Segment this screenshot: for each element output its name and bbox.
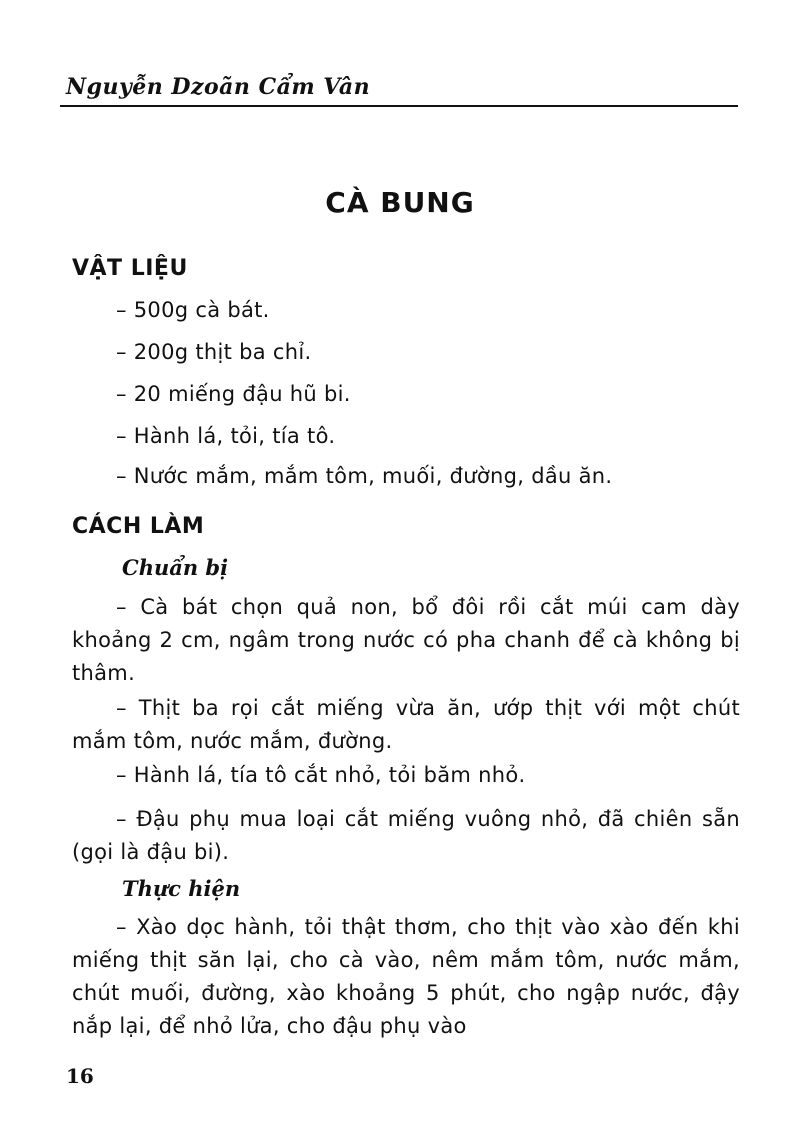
ingredient-item: – 20 miếng đậu hũ bi.	[116, 382, 351, 406]
prep-step: – Hành lá, tía tô cắt nhỏ, tỏi băm nhỏ.	[116, 763, 526, 787]
cook-step: – Xào dọc hành, tỏi thật thơm, cho thịt vào xào đến khi miếng thịt săn lại, cho cà vào, nêm mắm tôm, nước mắm, chút muối, đường, xào khoảng 5 phút, cho ngập nước, đậy nắp lại, để nhỏ lửa, cho đậu phụ vào	[72, 915, 740, 1038]
ingredient-item: – Nước mắm, mắm tôm, muối, đường, dầu ăn.	[116, 464, 613, 488]
cook-heading: Thực hiện	[122, 876, 241, 901]
running-header-author: Nguyễn Dzoãn Cẩm Vân	[66, 74, 371, 100]
recipe-title: CÀ BUNG	[325, 186, 475, 219]
prep-step: – Đậu phụ mua loại cắt miếng vuông nhỏ, đã chiên sẵn (gọi là đậu bi).	[72, 807, 740, 864]
ingredient-item: – 500g cà bát.	[116, 298, 270, 322]
ingredient-item: – Hành lá, tỏi, tía tô.	[116, 424, 336, 448]
ingredients-heading: VẬT LIỆU	[72, 256, 188, 281]
page-number: 16	[66, 1064, 94, 1088]
prep-heading: Chuẩn bị	[122, 555, 229, 580]
header-rule	[60, 105, 738, 107]
ingredient-item: – 200g thịt ba chỉ.	[116, 340, 312, 364]
prep-step: – Thịt ba rọi cắt miếng vừa ăn, ướp thịt với một chút mắm tôm, nước mắm, đường.	[72, 696, 740, 753]
method-heading: CÁCH LÀM	[72, 514, 205, 539]
prep-step: – Cà bát chọn quả non, bổ đôi rồi cắt múi cam dày khoảng 2 cm, ngâm trong nước có pha chanh để cà không bị thâm.	[72, 595, 740, 685]
